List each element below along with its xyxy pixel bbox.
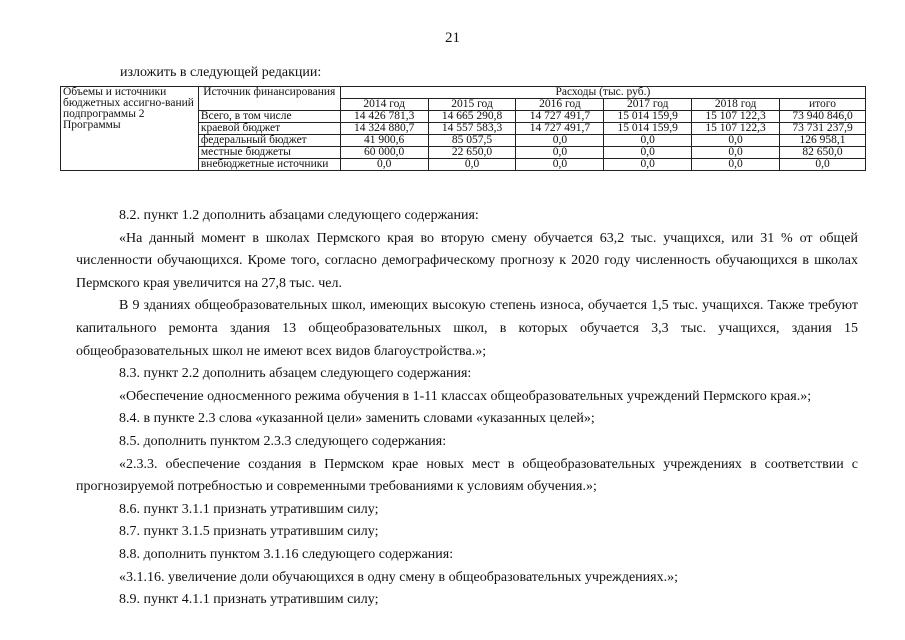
value-cell: 15 107 122,3 bbox=[692, 123, 780, 135]
value-cell: 0,0 bbox=[692, 147, 780, 159]
source-cell: местные бюджеты bbox=[198, 147, 340, 159]
year-header: 2014 год bbox=[340, 99, 428, 111]
value-cell: 60 000,0 bbox=[340, 147, 428, 159]
value-cell: 15 014 159,9 bbox=[604, 123, 692, 135]
value-cell: 0,0 bbox=[604, 159, 692, 171]
source-cell: краевой бюджет bbox=[198, 123, 340, 135]
value-cell: 15 107 122,3 bbox=[692, 111, 780, 123]
value-cell: 82 650,0 bbox=[780, 147, 866, 159]
paragraph: 8.3. пункт 2.2 дополнить абзацем следующего содержания: bbox=[119, 366, 472, 382]
row-label-cell: Объемы и источники бюджетных ассигно-ваний подпрограммы 2 Программы bbox=[61, 87, 199, 171]
paragraph: «Обеспечение односменного режима обучения в 1-11 классах общеобразовательных учреждений Пермского края.»; bbox=[119, 388, 812, 404]
source-cell: внебюджетные источники bbox=[198, 159, 340, 171]
paragraph: 8.5. дополнить пунктом 2.3.3 следующего содержания: bbox=[119, 433, 447, 449]
year-header: 2018 год bbox=[692, 99, 780, 111]
value-cell: 14 727 491,7 bbox=[516, 123, 604, 135]
value-cell: 0,0 bbox=[516, 159, 604, 171]
source-header: Источник финансирования bbox=[198, 87, 340, 111]
paragraph: «3.1.16. увеличение доли обучающихся в одну смену в общеобразовательных учреждениях.»; bbox=[119, 569, 678, 585]
value-cell: 14 324 880,7 bbox=[340, 123, 428, 135]
value-cell: 0,0 bbox=[692, 159, 780, 171]
paragraph: «На данный момент в школах Пермского края во вторую смену обучается 63,2 тыс. учащихся, или 31 % от общей численности обучающихся. Кроме того, согласно демографическому прогнозу к 2020 году численность обучающихся в школах Пермского края увеличится на 27,8 тыс. чел. bbox=[76, 230, 858, 291]
value-cell: 0,0 bbox=[604, 147, 692, 159]
paragraph: 8.4. в пункте 2.3 слова «указанной цели» заменить словами «указанных целей»; bbox=[119, 411, 595, 427]
value-cell: 0,0 bbox=[428, 159, 516, 171]
value-cell: 0,0 bbox=[780, 159, 866, 171]
paragraph: 8.6. пункт 3.1.1 признать утратившим силу; bbox=[119, 501, 379, 517]
value-cell: 126 958,1 bbox=[780, 135, 866, 147]
total-header: итого bbox=[780, 99, 866, 111]
value-cell: 73 940 846,0 bbox=[780, 111, 866, 123]
table-header-row bbox=[61, 87, 866, 99]
year-header: 2016 год bbox=[516, 99, 604, 111]
year-header: 2017 год bbox=[604, 99, 692, 111]
financing-table bbox=[60, 86, 866, 171]
paragraph: 8.2. пункт 1.2 дополнить абзацами следующего содержания: bbox=[119, 208, 479, 223]
paragraph: 8.8. дополнить пунктом 3.1.16 следующего содержания: bbox=[119, 546, 454, 562]
document-body bbox=[76, 205, 858, 612]
value-cell: 0,0 bbox=[604, 135, 692, 147]
value-cell: 14 665 290,8 bbox=[428, 111, 516, 123]
paragraph: В 9 зданиях общеобразовательных школ, имеющих высокую степень износа, обучается 1,5 тыс. учащихся. Также требуют капитального ремонта здания 13 общеобразовательных школ, в которых обучается 3,3 тыс. учащихся, здания 15 общеобразовательных школ не имеют всех видов благоустройства.»; bbox=[76, 298, 858, 359]
year-header: 2015 год bbox=[428, 99, 516, 111]
value-cell: 22 650,0 bbox=[428, 147, 516, 159]
value-cell: 15 014 159,9 bbox=[604, 111, 692, 123]
paragraph: 8.7. пункт 3.1.5 признать утратившим силу; bbox=[119, 524, 379, 540]
value-cell: 14 557 583,3 bbox=[428, 123, 516, 135]
value-cell: 14 426 781,3 bbox=[340, 111, 428, 123]
value-cell: 0,0 bbox=[516, 135, 604, 147]
expenses-header: Расходы (тыс. руб.) bbox=[340, 87, 865, 99]
paragraph: «2.3.3. обеспечение создания в Пермском крае новых мест в общеобразовательных учреждениях в соответствии с прогнозируемой потребностью и современными требованиями к условиям обучения.»; bbox=[76, 456, 858, 495]
intro-text: изложить в следующей редакции: bbox=[120, 65, 322, 80]
page-number: 21 bbox=[445, 30, 460, 46]
value-cell: 0,0 bbox=[692, 135, 780, 147]
value-cell: 73 731 237,9 bbox=[780, 123, 866, 135]
value-cell: 14 727 491,7 bbox=[516, 111, 604, 123]
value-cell: 0,0 bbox=[516, 147, 604, 159]
source-cell: федеральный бюджет bbox=[198, 135, 340, 147]
paragraph: 8.9. пункт 4.1.1 признать утратившим силу; bbox=[119, 592, 379, 608]
value-cell: 0,0 bbox=[340, 159, 428, 171]
value-cell: 85 057,5 bbox=[428, 135, 516, 147]
source-cell: Всего, в том числе bbox=[198, 111, 340, 123]
value-cell: 41 900,6 bbox=[340, 135, 428, 147]
